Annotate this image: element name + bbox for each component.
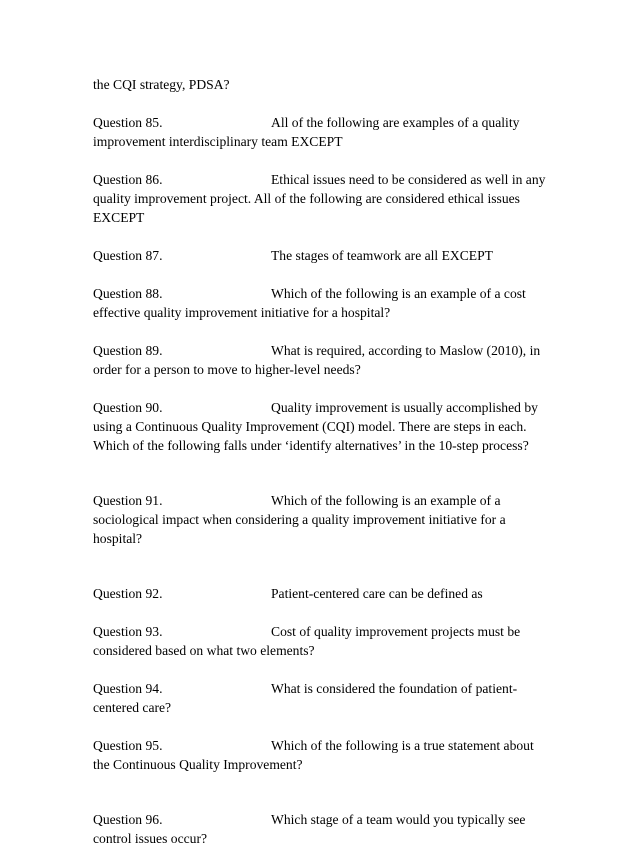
question-label: Question 86. (93, 172, 163, 187)
question-text: Which of the following is a true statement about the Continuous Quality Improvement? (93, 738, 534, 772)
question-85 (93, 113, 553, 151)
question-88 (93, 284, 553, 322)
question-text: Patient-centered care can be defined as (271, 586, 483, 601)
question-label: Question 88. (93, 286, 163, 301)
question-text: Which of the following is an example of a sociological impact when considering a quality improvement initiative for a hospital? (93, 493, 506, 546)
question-text: Cost of quality improvement projects must be considered based on what two elements? (93, 624, 521, 658)
question-93 (93, 622, 553, 660)
question-text: All of the following are examples of a quality improvement interdisciplinary team EXCEPT (93, 115, 520, 149)
question-95 (93, 736, 553, 774)
question-87 (93, 246, 553, 265)
question-label: Question 96. (93, 812, 163, 827)
question-label: Question 91. (93, 493, 163, 508)
question-89 (93, 341, 553, 379)
question-90 (93, 398, 553, 455)
question-92 (93, 584, 553, 603)
intro-line: the CQI strategy, PDSA? (93, 77, 230, 92)
question-label: Question 93. (93, 624, 163, 639)
question-text: What is required, according to Maslow (2010), in order for a person to move to higher-level needs? (93, 343, 541, 377)
question-text: Which stage of a team would you typically see control issues occur? (93, 812, 526, 846)
question-label: Question 95. (93, 738, 163, 753)
question-text: What is considered the foundation of patient-centered care? (93, 681, 518, 715)
question-text: Quality improvement is usually accomplished by using a Continuous Quality Improvement (CQI) model. There are steps in each. Which of the following falls under ‘identify alternatives’ in the 10-step process? (93, 400, 538, 453)
question-86 (93, 170, 553, 227)
question-label: Question 90. (93, 400, 163, 415)
document-body (93, 75, 553, 867)
question-label: Question 85. (93, 115, 163, 130)
question-text: The stages of teamwork are all EXCEPT (271, 248, 493, 263)
question-text: Which of the following is an example of a cost effective quality improvement initiative for a hospital? (93, 286, 526, 320)
question-text: Ethical issues need to be considered as well in any quality improvement project. All of the following are considered ethical issues EXCEPT (93, 172, 546, 225)
question-label: Question 92. (93, 586, 163, 601)
question-94 (93, 679, 553, 717)
question-label: Question 89. (93, 343, 163, 358)
question-label: Question 87. (93, 248, 163, 263)
question-96 (93, 810, 553, 848)
question-label: Question 94. (93, 681, 163, 696)
question-91 (93, 491, 553, 548)
